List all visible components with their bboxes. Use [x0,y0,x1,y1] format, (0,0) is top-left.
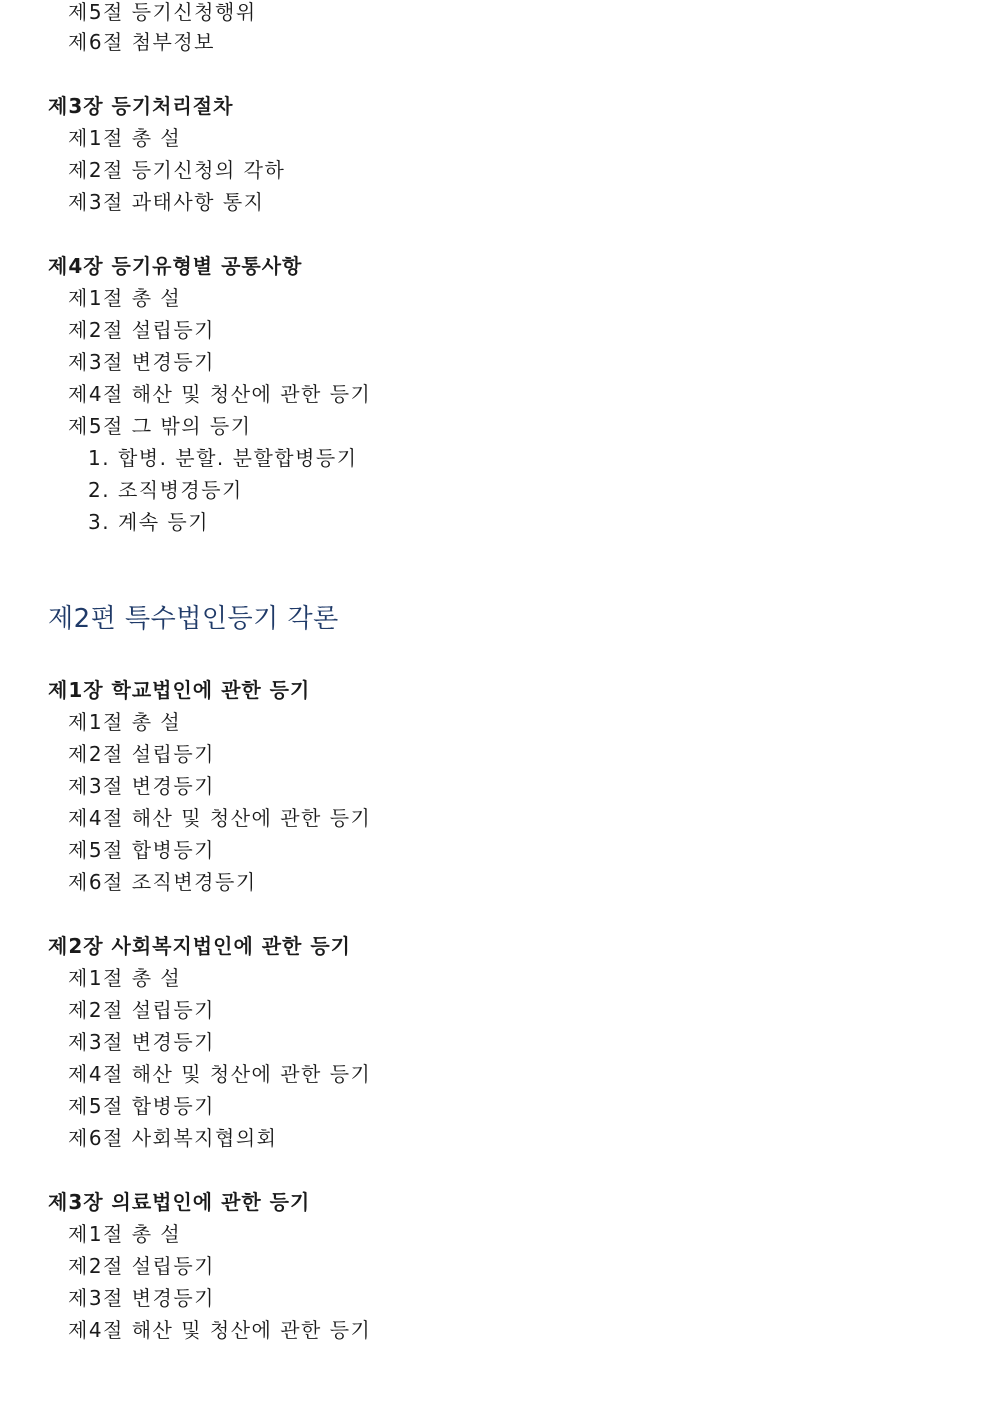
toc-section-item: 제3절 변경등기 [68,1030,216,1054]
toc-section-item: 제5절 합병등기 [68,838,216,862]
toc-section-item: 제1절 총 설 [68,1222,182,1246]
toc-section-item: 제2절 등기신청의 각하 [68,158,286,182]
toc-section-item: 제1절 총 설 [68,286,182,310]
toc-subitem: 1. 합병. 분할. 분할합병등기 [88,446,358,470]
toc-section-item: 제5절 합병등기 [68,1094,216,1118]
toc-section-item: 제4절 해산 및 청산에 관한 등기 [68,1062,372,1086]
toc-section-item: 제2절 설립등기 [68,742,216,766]
toc-section-item: 제5절 등기신청행위 [68,0,257,24]
toc-chapter-title: 제3장 등기처리절차 [48,94,234,118]
toc-subitem: 2. 조직병경등기 [88,478,243,502]
toc-subitem: 3. 계속 등기 [88,510,210,534]
toc-section-item: 제3절 변경등기 [68,1286,216,1310]
toc-section-item: 제3절 변경등기 [68,774,216,798]
toc-section-item: 제5절 그 밖의 등기 [68,414,252,438]
toc-section-item: 제2절 설립등기 [68,998,216,1022]
toc-section-item: 제4절 해산 및 청산에 관한 등기 [68,382,372,406]
toc-section-item: 제1절 총 설 [68,966,182,990]
toc-section-item: 제2절 설립등기 [68,318,216,342]
toc-part-title: 제2편 특수법인등기 각론 [48,604,339,634]
toc-section-item: 제3절 과태사항 통지 [68,190,265,214]
toc-section-item: 제6절 첨부정보 [68,30,216,54]
toc-section-item: 제3절 변경등기 [68,350,216,374]
toc-chapter-title: 제1장 학교법인에 관한 등기 [48,678,311,702]
toc-section-item: 제4절 해산 및 청산에 관한 등기 [68,1318,372,1342]
toc-chapter-title: 제2장 사회복지법인에 관한 등기 [48,934,351,958]
toc-section-item: 제4절 해산 및 청산에 관한 등기 [68,806,372,830]
toc-chapter-title: 제4장 등기유형별 공통사항 [48,254,303,278]
toc-section-item: 제6절 사회복지협의회 [68,1126,278,1150]
toc-section-item: 제6절 조직변경등기 [68,870,257,894]
toc-section-item: 제2절 설립등기 [68,1254,216,1278]
toc-chapter-title: 제3장 의료법인에 관한 등기 [48,1190,311,1214]
toc-section-item: 제1절 총 설 [68,710,182,734]
toc-section-item: 제1절 총 설 [68,126,182,150]
